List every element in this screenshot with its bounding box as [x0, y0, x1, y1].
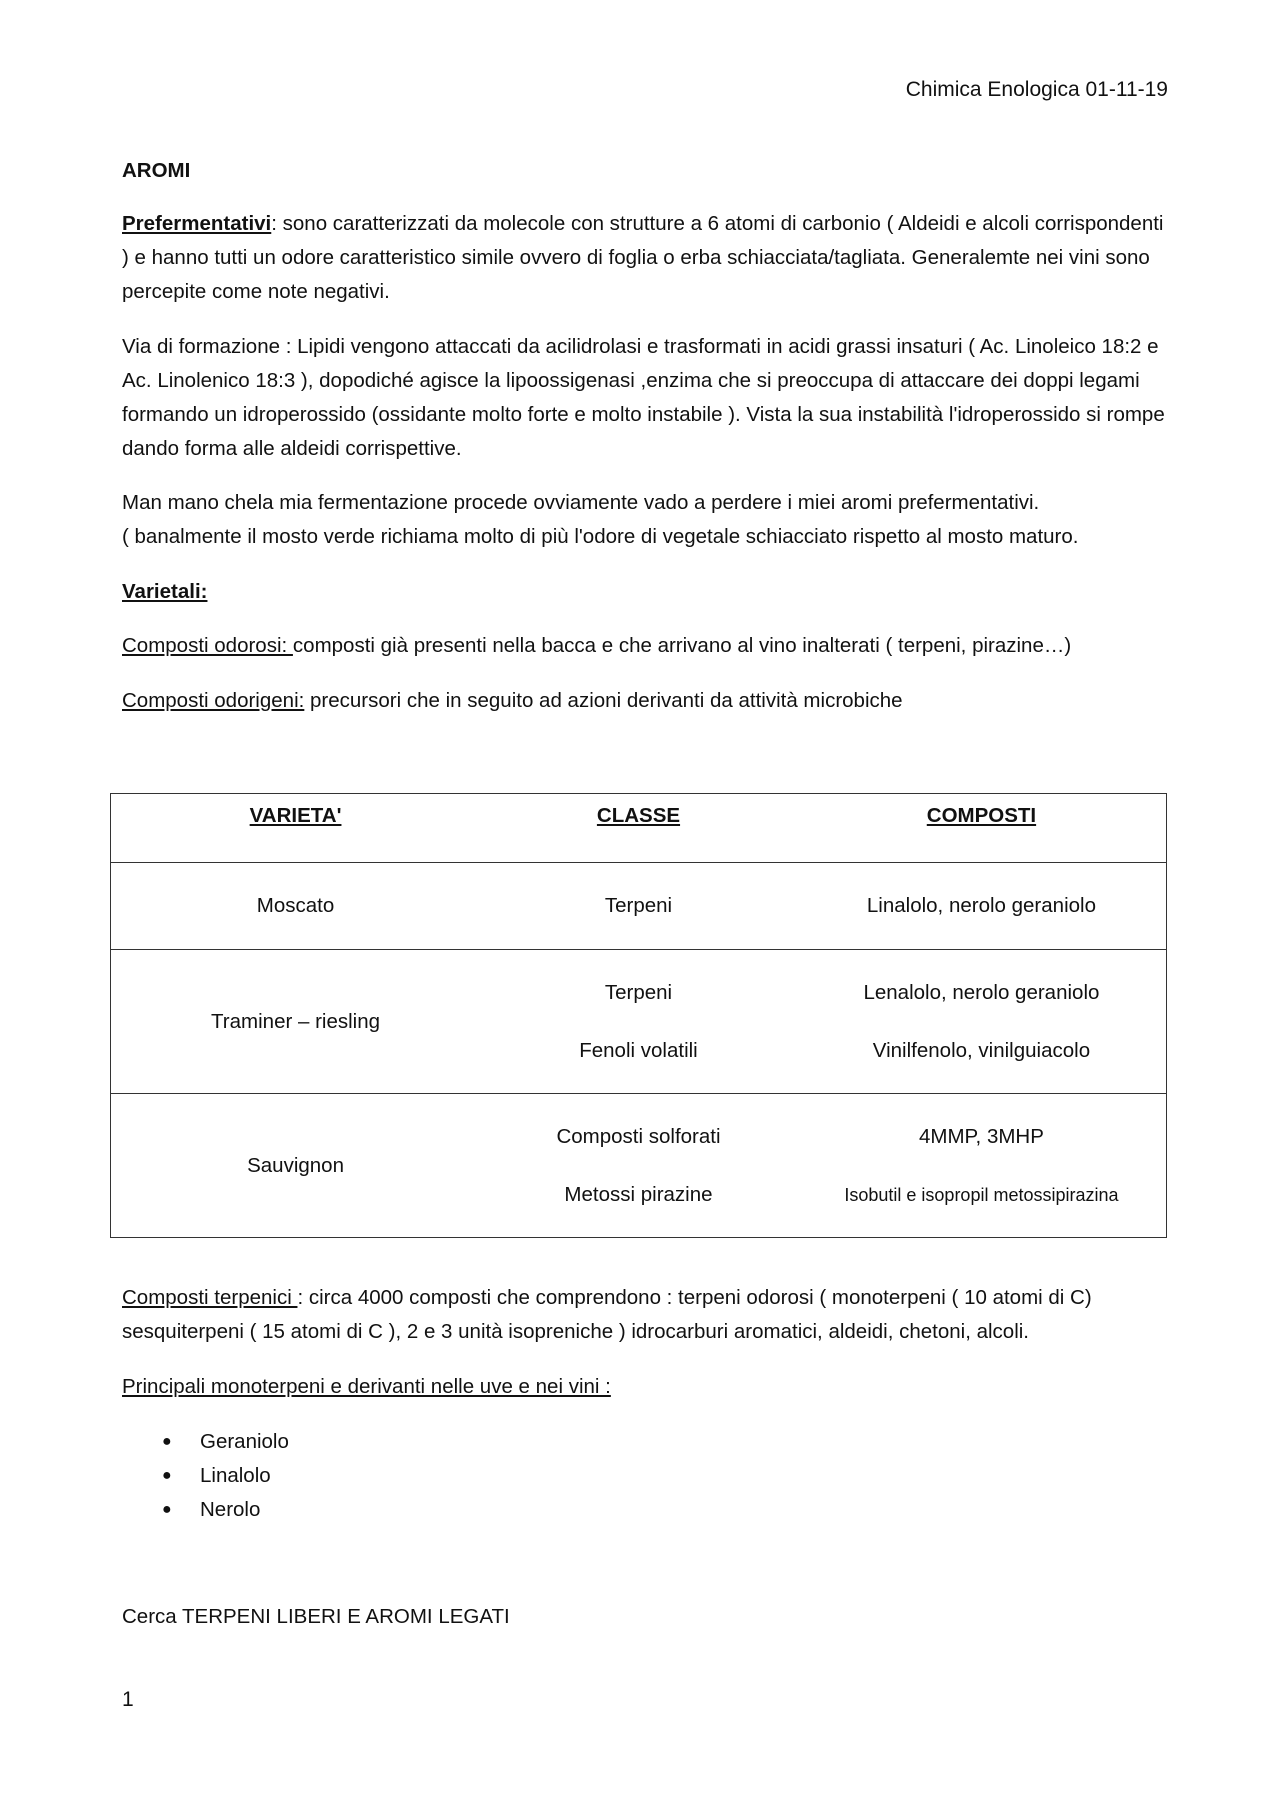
monoterpeni-list-wrapper — [122, 1425, 1172, 1527]
cell-composti-line: 4MMP, 3MHP — [918, 1124, 1044, 1148]
cell-varieta: Traminer – riesling — [111, 950, 481, 1094]
paragraph-terpenici — [122, 1281, 1172, 1349]
table-row — [111, 1094, 1167, 1238]
prefermentativi-text: : sono caratterizzati da molecole con strutture a 6 atomi di carbonio ( Aldeidi e alcoli corrispondenti ) e hanno tutti un odore caratteristico simile ovvero di foglia o erba schiacciata/tagliata. Generalemte nei vini sono percepite come note negativi. — [122, 212, 1164, 303]
monoterpeni-heading — [122, 1370, 1172, 1404]
cell-classe-line: Composti solforati — [556, 1124, 721, 1148]
paragraph-odorosi — [122, 629, 1172, 663]
fermentazione-line2: ( banalmente il mosto verde richiama molto di più l'odore di vegetale schiacciato rispetto al mosto maturo. — [122, 525, 1079, 548]
terpenici-label: Composti terpenici — [122, 1286, 298, 1309]
bullet-icon: ● — [162, 1433, 172, 1450]
table-row — [111, 950, 1167, 1094]
prefermentativi-label: Prefermentativi — [122, 212, 272, 235]
cell-composti: Linalolo, nerolo geraniolo — [797, 863, 1167, 950]
odorigeni-text: precursori che in seguito ad azioni derivanti da attività microbiche — [304, 689, 903, 712]
varietali-heading — [122, 575, 1172, 609]
list-item: ● Geraniolo — [122, 1425, 1172, 1459]
cell-composti-line: Vinilfenolo, vinilguiacolo — [872, 1038, 1091, 1062]
terpenici-text: : circa 4000 composti che comprendono : terpeni odorosi ( monoterpeni ( 10 atomi di C) sesquiterpeni ( 15 atomi di C ), 2 e 3 unità isopreniche ) idrocarburi aromatici, aldeidi, chetoni, alcoli. — [122, 1286, 1092, 1343]
table-row — [111, 863, 1167, 950]
cell-varieta: Sauvignon — [111, 1094, 481, 1238]
fermentazione-line1: Man mano chela mia fermentazione procede ovviamente vado a perdere i miei aromi prefermentativi. — [122, 491, 1040, 514]
list-item: ● Nerolo — [122, 1493, 1172, 1527]
paragraph-fermentazione — [122, 486, 1172, 554]
paragraph-cerca — [122, 1600, 1172, 1634]
list-item: ● Linalolo — [122, 1459, 1172, 1493]
paragraph-odorigeni — [122, 684, 1172, 718]
via-formazione-text: Via di formazione : Lipidi vengono attaccati da acilidrolasi e trasformati in acidi grassi insaturi ( Ac. Linoleico 18:2 e Ac. Linolenico 18:3 ), dopodiché agisce la lipoossigenasi ,enzima che si preoccupa di attaccare dei doppi legami formando un idroperossido (ossidante molto forte e molto instabile ). Vista la sua instabilità l'idroperossido si rompe dando forma alle aldeidi corrispettive. — [122, 335, 1165, 460]
odorosi-label: Composti odorosi: — [122, 634, 293, 657]
cell-classe-line: Fenoli volatili — [579, 1038, 698, 1062]
cell-composti — [797, 950, 1167, 1094]
varieties-table — [110, 793, 1167, 1238]
cell-classe: Terpeni — [480, 863, 797, 950]
cell-composti-line: Lenalolo, nerolo geraniolo — [863, 980, 1100, 1004]
table-header-varieta: VARIETA' — [111, 794, 481, 863]
document-header: Chimica Enologica 01-11-19 — [905, 78, 1168, 101]
odorosi-text: composti già presenti nella bacca e che arrivano al vino inalterati ( terpeni, pirazine…) — [292, 634, 1072, 657]
title-aromi: AROMI — [122, 159, 191, 182]
cell-composti — [797, 1094, 1167, 1238]
cell-classe-line: Terpeni — [604, 980, 673, 1004]
bullet-icon: ● — [162, 1501, 172, 1518]
varietali-label: Varietali: — [122, 580, 208, 603]
cerca-text: Cerca TERPENI LIBERI E AROMI LEGATI — [122, 1605, 510, 1628]
monoterpeni-list — [122, 1425, 1172, 1527]
table-header-classe: CLASSE — [480, 794, 797, 863]
cell-classe — [480, 950, 797, 1094]
monoterpeni-heading-text: Principali monoterpeni e derivanti nelle uve e nei vini : — [122, 1375, 611, 1398]
odorigeni-label: Composti odorigeni: — [122, 689, 305, 712]
section-title — [122, 154, 1172, 188]
paragraph-prefermentativi — [122, 207, 1172, 309]
table-header-composti: COMPOSTI — [797, 794, 1167, 863]
page-number: 1 — [122, 1688, 134, 1711]
cell-classe — [480, 1094, 797, 1238]
cell-varieta: Moscato — [111, 863, 481, 950]
cell-composti-line: Isobutil e isopropil metossipirazina — [844, 1184, 1119, 1205]
bullet-icon: ● — [162, 1467, 172, 1484]
cell-classe-line: Metossi pirazine — [564, 1182, 713, 1206]
paragraph-via-formazione — [122, 330, 1172, 466]
